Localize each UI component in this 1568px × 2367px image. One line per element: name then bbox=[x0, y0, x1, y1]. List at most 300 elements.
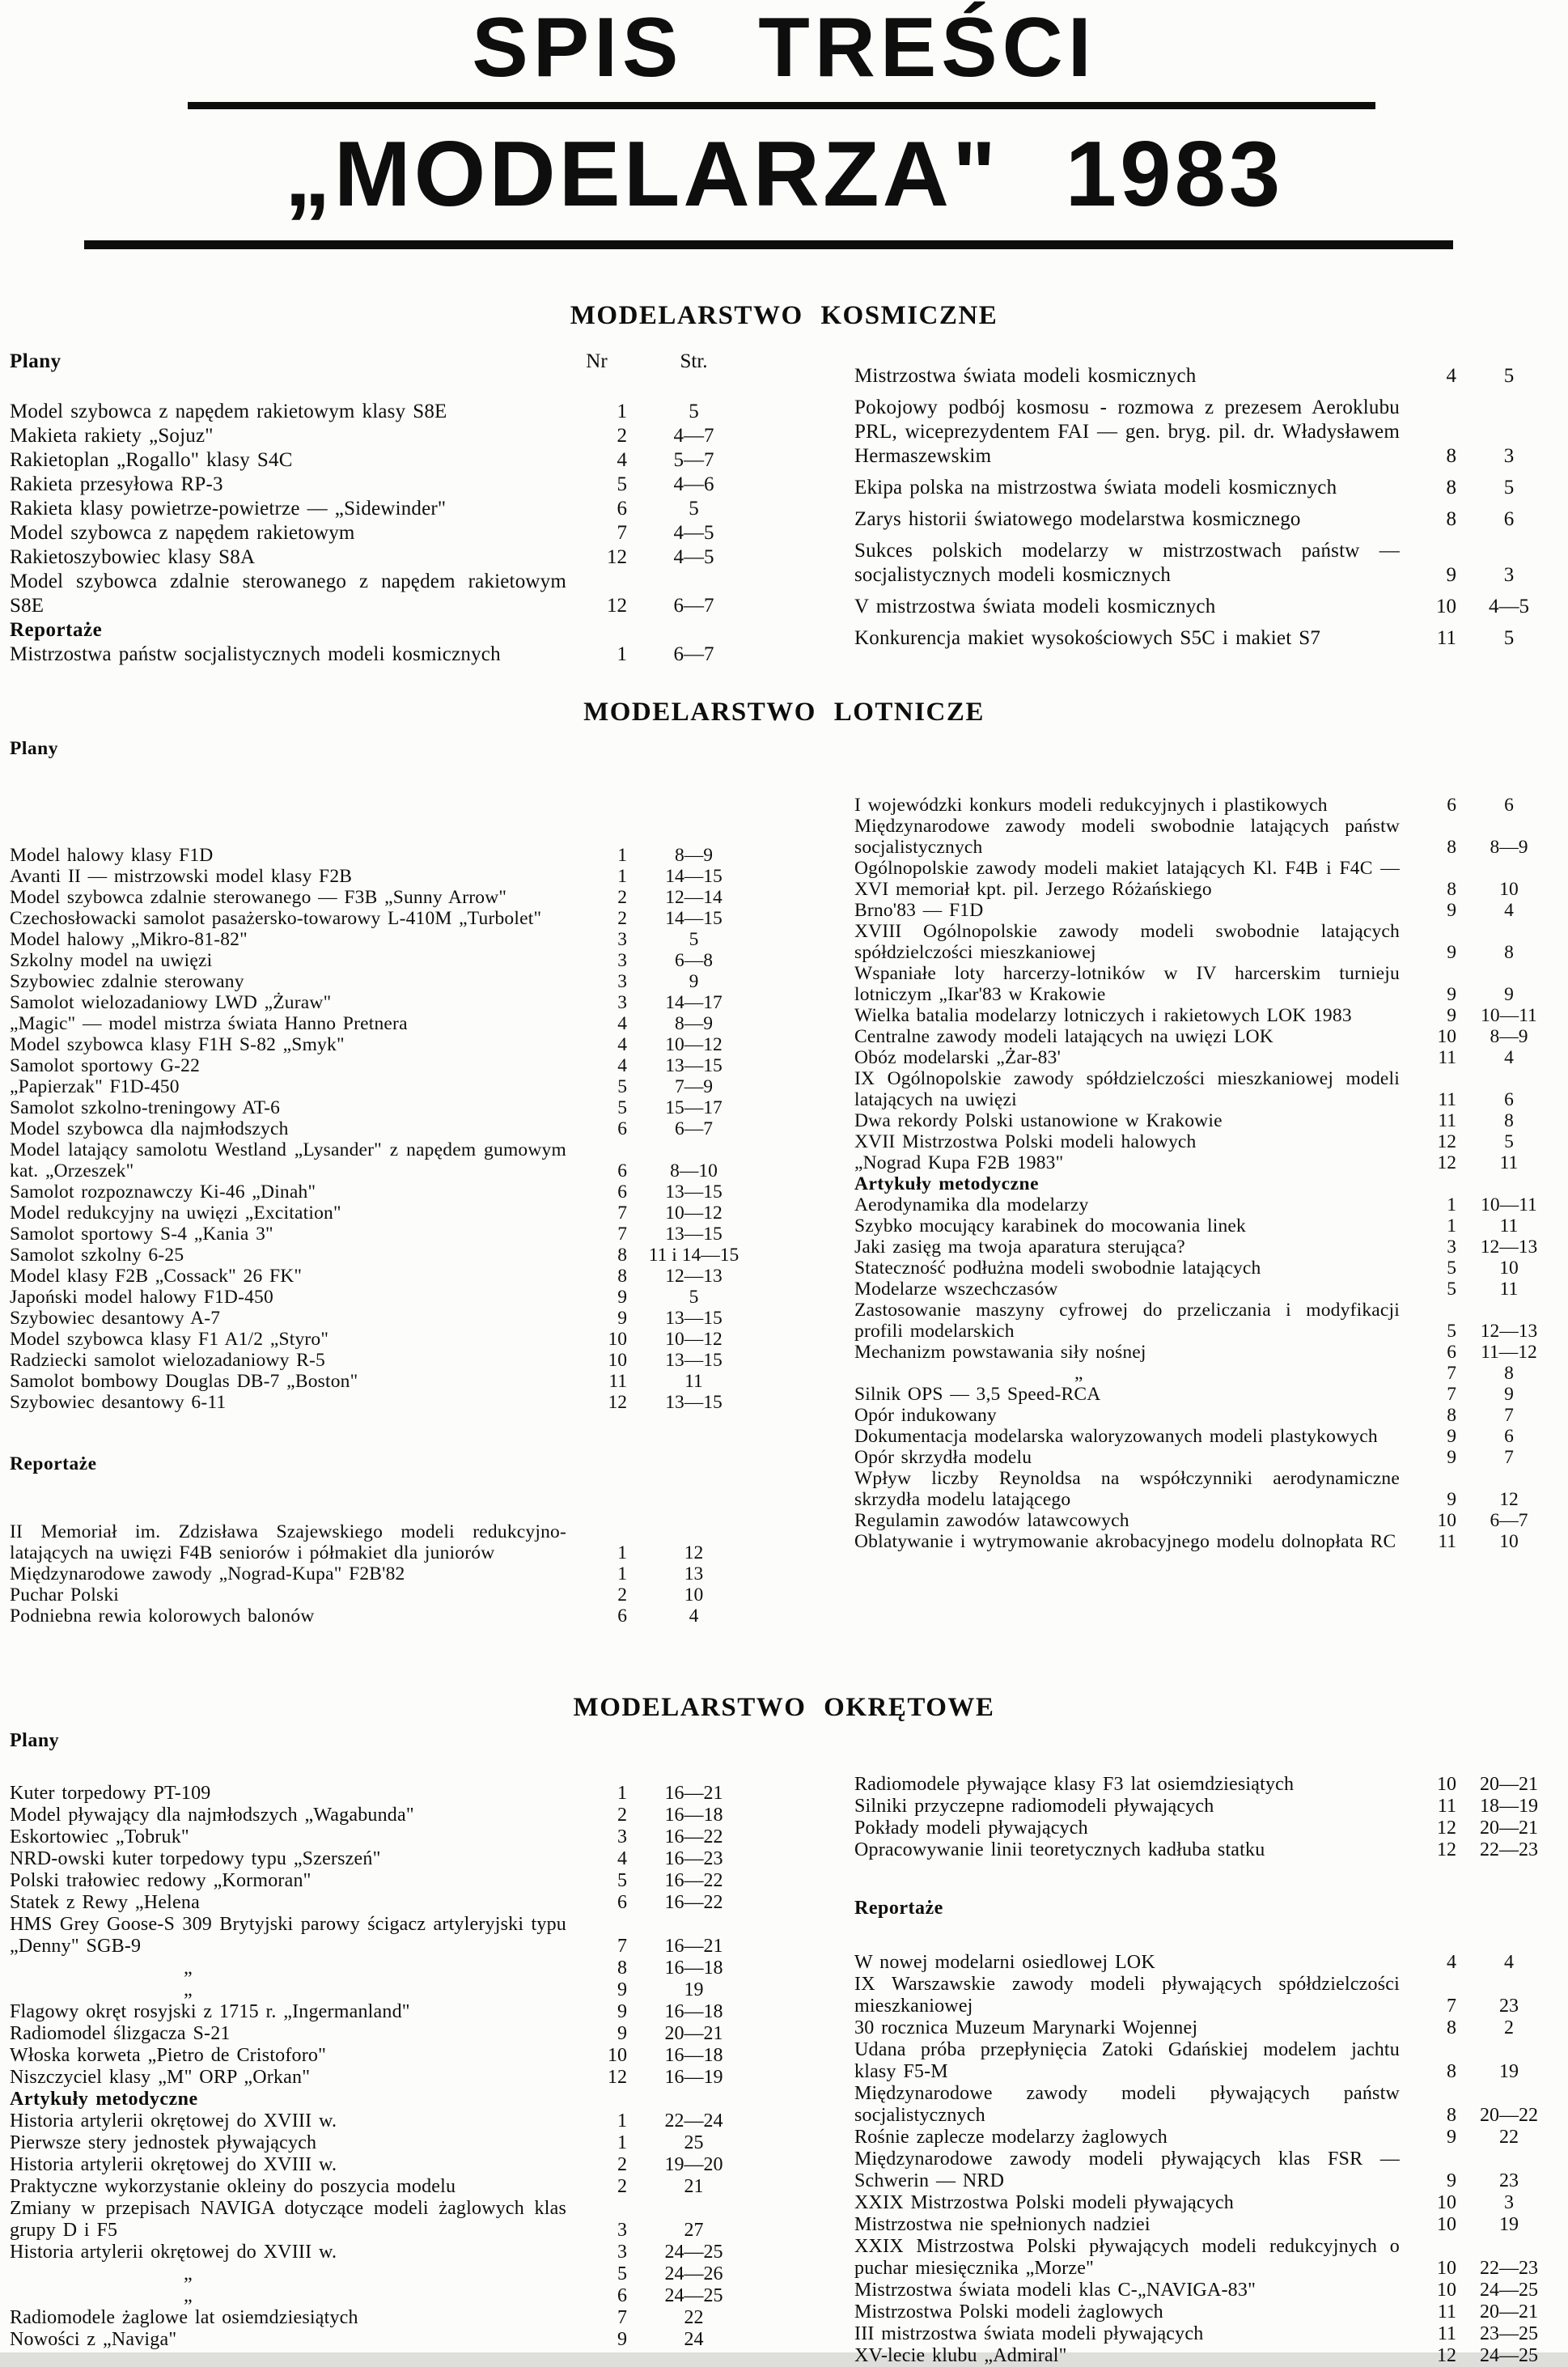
toc-row bbox=[10, 1521, 761, 1563]
entry-title: Samolot wielozadaniowy LWD „Żuraw" bbox=[10, 992, 332, 1013]
entry-issue-number: 12 bbox=[607, 546, 627, 568]
group-heading: Artykuły metodyczne bbox=[10, 2089, 198, 2110]
entry-title: Eskortowiec „Tobruk" bbox=[10, 1826, 189, 1847]
entry-title: Polski trałowiec redowy „Kormoran" bbox=[10, 1870, 311, 1891]
entry-issue-number: 10 bbox=[608, 2045, 627, 2066]
entry-page-range: 15—17 bbox=[665, 1097, 723, 1118]
entry-title: Ekipa polska na mistrzostwa świata modeli kosmicznych bbox=[854, 477, 1337, 498]
toc-row bbox=[854, 1152, 1562, 1173]
entry-issue-number: 12 bbox=[608, 1392, 627, 1413]
entry-issue-number: 4 bbox=[617, 1034, 627, 1055]
entry-page-range: 11 bbox=[684, 1371, 703, 1392]
entry-page-range: 10—12 bbox=[665, 1329, 723, 1350]
entry-issue-number: 11 bbox=[1438, 1047, 1456, 1068]
toc-row bbox=[10, 1118, 761, 1139]
entry-page-range: 7 bbox=[1504, 1405, 1514, 1426]
entry-page-range: 5—7 bbox=[673, 449, 714, 471]
toc-row bbox=[10, 2001, 761, 2023]
toc-row bbox=[854, 1215, 1562, 1237]
entry-page-range: 16—23 bbox=[664, 1848, 723, 1869]
entry-issue-number: 3 bbox=[617, 2242, 627, 2263]
entry-issue-number: 9 bbox=[1446, 564, 1456, 586]
toc-row bbox=[854, 1818, 1562, 1839]
toc-row bbox=[854, 858, 1562, 900]
entry-title: Puchar Polski bbox=[10, 1584, 120, 1606]
entry-title: XXIX Mistrzostwa Polski modeli pływających bbox=[854, 2192, 1234, 2213]
entry-page-range: 8 bbox=[1504, 1363, 1514, 1384]
entry-issue-number: 1 bbox=[1447, 1215, 1456, 1237]
entry-issue-number: 6 bbox=[617, 2285, 627, 2306]
toc-row bbox=[854, 1237, 1562, 1258]
toc-row bbox=[10, 992, 761, 1013]
entry-page-range: 10—12 bbox=[665, 1203, 723, 1224]
entry-page-range: 13—15 bbox=[665, 1181, 723, 1203]
entry-page-range: 14—17 bbox=[665, 992, 723, 1013]
entry-issue-number: 1 bbox=[617, 2110, 627, 2132]
entry-page-range: 24—26 bbox=[664, 2263, 723, 2284]
entry-title: Samolot sportowy S-4 „Kania 3" bbox=[10, 1224, 273, 1245]
toc-row bbox=[854, 2149, 1562, 2192]
entry-page-range: 22—24 bbox=[664, 2110, 723, 2132]
group-heading: Plany bbox=[10, 1730, 60, 1751]
horizontal-rule bbox=[188, 102, 1375, 109]
entry-title: HMS Grey Goose-S 309 Brytyjski parowy ścigacz artyleryjski typu „Denny" SGB-9 bbox=[10, 1914, 566, 1957]
entry-title: Pierwsze stery jednostek pływających bbox=[10, 2132, 317, 2153]
toc-row bbox=[10, 929, 761, 950]
entry-page-range: 9 bbox=[689, 971, 699, 992]
entry-title: XVII Mistrzostwa Polski modeli halowych bbox=[854, 1131, 1197, 1152]
group-heading: Reportaże bbox=[10, 1453, 97, 1474]
page-subtitle: „MODELARZA" 1983 bbox=[284, 123, 1284, 226]
entry-issue-number: 5 bbox=[1447, 1279, 1456, 1300]
entry-issue-number: 6 bbox=[617, 1160, 627, 1181]
entry-issue-number: 5 bbox=[617, 1870, 627, 1891]
entry-title: Silniki przyczepne radiomodeli pływających bbox=[854, 1796, 1214, 1817]
entry-title: Wpływ liczby Reynoldsa na współczynniki aerodynamiczne skrzydła modelu latającego bbox=[854, 1468, 1400, 1510]
entry-issue-number: 2 bbox=[617, 1805, 627, 1826]
toc-row bbox=[854, 795, 1562, 816]
entry-page-range: 25 bbox=[684, 2132, 704, 2153]
toc-row bbox=[10, 1870, 761, 1892]
toc-row bbox=[854, 1405, 1562, 1426]
toc-column-left bbox=[10, 738, 761, 1627]
entry-issue-number: 7 bbox=[617, 1224, 627, 1245]
entry-issue-number: 12 bbox=[608, 2067, 627, 2088]
entry-issue-number: 10 bbox=[1437, 1774, 1456, 1795]
entry-title: Pokojowy podbój kosmosu - rozmowa z prezesem Aeroklubu PRL, wiceprezydentem FAI — gen. bryg. pil. dr. Władysławem Hermaszewskim bbox=[854, 397, 1400, 467]
entry-title: Samolot sportowy G-22 bbox=[10, 1055, 201, 1076]
entry-page-range: 5 bbox=[689, 1287, 699, 1308]
toc-row bbox=[854, 1363, 1562, 1384]
toc-row bbox=[854, 1194, 1562, 1215]
toc-row bbox=[10, 1805, 761, 1826]
entry-page-range: 4—6 bbox=[673, 473, 714, 495]
entry-page-range: 12—14 bbox=[665, 887, 723, 908]
entry-issue-number: 3 bbox=[617, 992, 627, 1013]
entry-issue-number: 8 bbox=[1446, 508, 1456, 530]
toc-row bbox=[854, 2017, 1562, 2039]
entry-issue-number: 8 bbox=[1447, 1405, 1456, 1426]
toc-row bbox=[10, 1013, 761, 1034]
entry-title: II Memoriał im. Zdzisława Szajewskiego modeli redukcyjno-latających na uwięzi F4B seniorów i półmakiet dla juniorów bbox=[10, 1521, 566, 1563]
toc-row bbox=[10, 1584, 761, 1606]
entry-issue-number: 4 bbox=[617, 449, 627, 471]
entry-issue-number: 11 bbox=[1438, 1531, 1456, 1552]
entry-issue-number: 9 bbox=[617, 2023, 627, 2044]
entry-issue-number: 11 bbox=[1437, 2301, 1456, 2322]
entry-issue-number: 7 bbox=[1447, 1996, 1456, 2017]
entry-issue-number: 8 bbox=[1446, 477, 1456, 498]
entry-page-range: 19 bbox=[1499, 2061, 1519, 2082]
entry-title: Dwa rekordy Polski ustanowione w Krakowie bbox=[854, 1110, 1223, 1131]
toc-row bbox=[10, 643, 761, 667]
entry-issue-number: 10 bbox=[1437, 1510, 1456, 1531]
toc-row bbox=[854, 2323, 1562, 2345]
toc-row bbox=[10, 1392, 761, 1413]
entry-title: Opór skrzydła modelu bbox=[854, 1447, 1032, 1468]
toc-row bbox=[10, 1097, 761, 1118]
entry-issue-number: 3 bbox=[617, 971, 627, 992]
toc-row bbox=[10, 473, 761, 497]
entry-issue-number: 1 bbox=[617, 1783, 627, 1804]
entry-title: Radiomodele pływające klasy F3 lat osiemdziesiątych bbox=[854, 1774, 1295, 1795]
entry-title: Niszczyciel klasy „M" ORP „Orkan" bbox=[10, 2067, 311, 2088]
entry-page-range: 13—15 bbox=[665, 1392, 723, 1413]
entry-page-range: 16—18 bbox=[664, 1805, 723, 1826]
entry-issue-number: 1 bbox=[617, 1563, 627, 1584]
entry-title: Silnik OPS — 3,5 Speed-RCA bbox=[854, 1384, 1101, 1405]
entry-title: XVIII Ogólnopolskie zawody modeli swobodnie latających spółdzielczości mieszkaniowej bbox=[854, 921, 1400, 963]
entry-title: Ogólnopolskie zawody modeli makiet latających Kl. F4B i F4C — XVI memoriał kpt. pil. Jerzego Różańskiego bbox=[854, 858, 1400, 900]
entry-page-range: 11 bbox=[1499, 1215, 1519, 1237]
entry-issue-number: 4 bbox=[1447, 1952, 1456, 1973]
entry-issue-number: 8 bbox=[1447, 2017, 1456, 2038]
entry-page-range: 6—7 bbox=[675, 1118, 713, 1139]
entry-title: Samolot szkolno-treningowy AT-6 bbox=[10, 1097, 281, 1118]
entry-page-range: 7 bbox=[1504, 1447, 1514, 1468]
toc-row bbox=[10, 2154, 761, 2176]
entry-issue-number: 7 bbox=[1447, 1363, 1456, 1384]
entry-issue-number: 1 bbox=[617, 643, 627, 665]
entry-page-range: 9 bbox=[1504, 984, 1514, 1005]
toc-row bbox=[10, 1245, 761, 1266]
entry-issue-number: 6 bbox=[617, 1181, 627, 1203]
entry-title: Model szybowca zdalnie sterowanego z napędem rakietowym S8E bbox=[10, 571, 566, 617]
entry-issue-number: 9 bbox=[1447, 984, 1456, 1005]
group-heading-row bbox=[10, 1453, 761, 1474]
entry-issue-number: 11 bbox=[1437, 1796, 1456, 1817]
toc-row bbox=[854, 539, 1562, 588]
toc-row bbox=[10, 2045, 761, 2067]
entry-page-range: 13—15 bbox=[665, 1350, 723, 1371]
toc-row bbox=[854, 816, 1562, 858]
entry-page-range: 23 bbox=[1499, 2170, 1519, 2191]
entry-page-range: 20—21 bbox=[1480, 2301, 1538, 2322]
entry-page-range: 24 bbox=[684, 2329, 704, 2350]
toc-column-right bbox=[854, 364, 1562, 658]
entry-issue-number: 9 bbox=[617, 1287, 627, 1308]
entry-issue-number: 3 bbox=[617, 950, 627, 971]
entry-page-range: 2 bbox=[1504, 2017, 1514, 2038]
entry-issue-number: 5 bbox=[1447, 1258, 1456, 1279]
entry-page-range: 16—18 bbox=[664, 2045, 723, 2066]
entry-page-range: 5 bbox=[689, 498, 699, 520]
toc-row bbox=[854, 2192, 1562, 2214]
toc-row bbox=[10, 1892, 761, 1914]
entry-issue-number: 2 bbox=[617, 425, 627, 447]
toc-row bbox=[10, 1203, 761, 1224]
entry-page-range: 22—23 bbox=[1480, 2258, 1538, 2279]
toc-column-left bbox=[10, 350, 761, 667]
entry-page-range: 12 bbox=[684, 1542, 704, 1563]
entry-page-range: 24—25 bbox=[1480, 2280, 1538, 2301]
ditto-mark: „ bbox=[184, 2285, 193, 2306]
entry-title: Konkurencja makiet wysokościowych S5C i makiet S7 bbox=[854, 627, 1321, 649]
entry-issue-number: 11 bbox=[1437, 2323, 1456, 2344]
entry-page-range: 4—7 bbox=[673, 425, 714, 447]
entry-page-range: 16—18 bbox=[664, 2001, 723, 2022]
toc-row bbox=[854, 1026, 1562, 1047]
entry-page-range: 27 bbox=[684, 2220, 704, 2241]
entry-page-range: 6—7 bbox=[1490, 1510, 1528, 1531]
entry-page-range: 24—25 bbox=[664, 2242, 723, 2263]
entry-page-range: 10—12 bbox=[665, 1034, 723, 1055]
entry-page-range: 8—9 bbox=[675, 845, 713, 866]
entry-issue-number: 7 bbox=[617, 1936, 627, 1957]
horizontal-rule bbox=[84, 240, 1453, 249]
toc-row bbox=[10, 1076, 761, 1097]
entry-page-range: 8—10 bbox=[670, 1160, 718, 1181]
entry-title: Centralne zawody modeli latających na uwięzi LOK bbox=[854, 1026, 1273, 1047]
entry-title: Samolot bombowy Douglas DB-7 „Boston" bbox=[10, 1371, 358, 1392]
entry-title: IX Warszawskie zawody modeli pływających spółdzielczości mieszkaniowej bbox=[854, 1974, 1400, 2017]
entry-issue-number: 8 bbox=[617, 1245, 627, 1266]
entry-page-range: 8 bbox=[1504, 942, 1514, 963]
entry-title: Model szybowca z napędem rakietowym bbox=[10, 522, 355, 544]
entry-issue-number: 1 bbox=[617, 401, 627, 422]
entry-issue-number: 7 bbox=[617, 1203, 627, 1224]
entry-title: Flagowy okręt rosyjski z 1715 r. „Ingermanland" bbox=[10, 2001, 410, 2022]
group-heading: Plany bbox=[10, 738, 58, 759]
entry-issue-number: 3 bbox=[617, 2220, 627, 2241]
entry-title: 30 rocznica Muzeum Marynarki Wojennej bbox=[854, 2017, 1198, 2038]
entry-issue-number: 12 bbox=[607, 595, 627, 617]
entry-title: XV-lecie klubu „Admiral" bbox=[854, 2345, 1067, 2366]
column-header-str: Str. bbox=[680, 350, 708, 372]
toc-row bbox=[854, 1005, 1562, 1026]
entry-issue-number: 9 bbox=[1447, 1447, 1456, 1468]
entry-title: XXIX Mistrzostwa Polski pływających modeli redukcyjnych o puchar miesięcznika „Morze" bbox=[854, 2236, 1400, 2279]
entry-page-range: 4 bbox=[689, 1606, 699, 1627]
entry-page-range: 16—19 bbox=[664, 2067, 723, 2088]
entry-issue-number: 8 bbox=[1447, 2105, 1456, 2126]
toc-row bbox=[10, 845, 761, 866]
toc-row bbox=[10, 1371, 761, 1392]
toc-row bbox=[10, 2176, 761, 2198]
entry-page-range: 10 bbox=[1499, 1531, 1519, 1552]
toc-row bbox=[10, 2242, 761, 2263]
toc-row bbox=[854, 626, 1562, 651]
toc-row bbox=[10, 1055, 761, 1076]
entry-page-range: 20—22 bbox=[1480, 2105, 1538, 2126]
entry-issue-number: 12 bbox=[1437, 2345, 1456, 2366]
entry-page-range: 20—21 bbox=[664, 2023, 723, 2044]
entry-page-range: 14—15 bbox=[665, 908, 723, 929]
entry-title: W nowej modelarni osiedlowej LOK bbox=[854, 1952, 1155, 1973]
entry-title: Sukces polskich modelarzy w mistrzostwach państw — socjalistycznych modeli kosmicznych bbox=[854, 540, 1400, 586]
group-heading-row bbox=[10, 618, 761, 643]
toc-row bbox=[10, 1350, 761, 1371]
entry-title: Statek z Rewy „Helena bbox=[10, 1892, 200, 1913]
entry-title: Podniebna rewia kolorowych balonów bbox=[10, 1606, 315, 1627]
entry-page-range: 4 bbox=[1504, 1952, 1514, 1973]
toc-row bbox=[10, 570, 761, 618]
group-heading: Reportaże bbox=[854, 1898, 943, 1919]
entry-title: Model szybowca klasy F1 A1/2 „Styro" bbox=[10, 1329, 329, 1350]
entry-title: I wojewódzki konkurs modeli redukcyjnych i plastikowych bbox=[854, 795, 1328, 816]
toc-row bbox=[854, 1110, 1562, 1131]
group-heading-row bbox=[10, 2089, 761, 2110]
toc-row bbox=[854, 1952, 1562, 1974]
entry-issue-number: 9 bbox=[1447, 2127, 1456, 2148]
toc-row bbox=[854, 2083, 1562, 2127]
entry-issue-number: 5 bbox=[617, 2263, 627, 2284]
entry-issue-number: 1 bbox=[1447, 1194, 1456, 1215]
entry-page-range: 13—15 bbox=[665, 1224, 723, 1245]
entry-issue-number: 10 bbox=[1437, 2280, 1456, 2301]
entry-issue-number: 9 bbox=[1447, 1489, 1456, 1510]
entry-page-range: 3 bbox=[1503, 445, 1515, 467]
entry-title: Model redukcyjny na uwięzi „Excitation" bbox=[10, 1203, 341, 1224]
entry-page-range: 10—11 bbox=[1481, 1194, 1537, 1215]
entry-issue-number: 8 bbox=[617, 1958, 627, 1979]
entry-issue-number: 4 bbox=[617, 1055, 627, 1076]
entry-page-range: 24—25 bbox=[664, 2285, 723, 2306]
entry-page-range: 5 bbox=[1503, 365, 1515, 387]
entry-page-range: 19 bbox=[1499, 2214, 1519, 2235]
entry-page-range: 23—25 bbox=[1480, 2323, 1538, 2344]
toc-row bbox=[854, 1279, 1562, 1300]
toc-row bbox=[854, 2214, 1562, 2236]
section-title: MODELARSTWO OKRĘTOWE bbox=[573, 1693, 995, 1722]
entry-issue-number: 2 bbox=[617, 908, 627, 929]
entry-title: Model szybowca dla najmłodszych bbox=[10, 1118, 289, 1139]
entry-issue-number: 8 bbox=[1447, 2061, 1456, 2082]
toc-row bbox=[854, 1047, 1562, 1068]
entry-page-range: 4 bbox=[1504, 1047, 1514, 1068]
entry-page-range: 12—13 bbox=[1480, 1237, 1538, 1258]
entry-title: Nowości z „Naviga" bbox=[10, 2329, 177, 2350]
entry-title: Mistrzostwa Polski modeli żaglowych bbox=[854, 2301, 1163, 2322]
entry-title: Opracowywanie linii teoretycznych kadłuba statku bbox=[854, 1839, 1265, 1860]
entry-title: Radziecki samolot wielozadaniowy R-5 bbox=[10, 1350, 325, 1371]
entry-title: Model halowy „Mikro-81-82" bbox=[10, 929, 248, 950]
entry-title: Szybowiec desantowy A-7 bbox=[10, 1308, 221, 1329]
entry-title: Wielka batalia modelarzy lotniczych i rakietowych LOK 1983 bbox=[854, 1005, 1352, 1026]
entry-title: Międzynarodowe zawody modeli pływających klas FSR — Schwerin — NRD bbox=[854, 2149, 1400, 2191]
entry-page-range: 8 bbox=[1504, 1110, 1514, 1131]
ditto-mark: „ bbox=[1074, 1363, 1083, 1384]
entry-page-range: 11 bbox=[1499, 1152, 1519, 1173]
toc-row bbox=[854, 507, 1562, 532]
entry-page-range: 19 bbox=[684, 1979, 704, 2000]
toc-row bbox=[10, 400, 761, 424]
entry-title: Historia artylerii okrętowej do XVIII w. bbox=[10, 2242, 337, 2263]
entry-issue-number: 2 bbox=[617, 887, 627, 908]
entry-title: Historia artylerii okrętowej do XVIII w. bbox=[10, 2154, 337, 2175]
toc-row bbox=[10, 1034, 761, 1055]
entry-title: Dokumentacja modelarska waloryzowanych modeli plastykowych bbox=[854, 1426, 1378, 1447]
entry-issue-number: 10 bbox=[1437, 2214, 1456, 2235]
entry-title: Mechanizm powstawania siły nośnej bbox=[854, 1342, 1146, 1363]
entry-title: Mistrzostwa nie spełnionych nadziei bbox=[854, 2214, 1151, 2235]
entry-issue-number: 11 bbox=[608, 1371, 627, 1392]
toc-row bbox=[854, 476, 1562, 500]
entry-issue-number: 5 bbox=[617, 473, 627, 495]
toc-row bbox=[10, 950, 761, 971]
entry-page-range: 5 bbox=[1503, 477, 1515, 498]
entry-issue-number: 5 bbox=[1447, 1321, 1456, 1342]
toc-row bbox=[854, 1510, 1562, 1531]
toc-row bbox=[10, 1181, 761, 1203]
entry-issue-number: 12 bbox=[1437, 1131, 1456, 1152]
toc-row bbox=[10, 521, 761, 545]
toc-row bbox=[10, 971, 761, 992]
group-heading-row bbox=[854, 1898, 1562, 1919]
entry-issue-number: 5 bbox=[617, 1097, 627, 1118]
entry-title: Międzynarodowe zawody modeli pływających państw socjalistycznych bbox=[854, 2083, 1400, 2126]
entry-title: Jaki zasięg ma twoja aparatura sterująca? bbox=[854, 1237, 1185, 1258]
entry-title: Włoska korweta „Pietro de Cristoforo" bbox=[10, 2045, 327, 2066]
entry-title: Międzynarodowe zawody modeli swobodnie latających państw socjalistycznych bbox=[854, 816, 1400, 858]
entry-page-range: 12—13 bbox=[665, 1266, 723, 1287]
entry-title: Oblatywanie i wytrymowanie akrobacyjnego modelu dolnopłata RC bbox=[854, 1531, 1396, 1552]
entry-title: Model halowy klasy F1D bbox=[10, 845, 214, 866]
entry-issue-number: 2 bbox=[617, 2154, 627, 2175]
entry-title: Mistrzostwa państw socjalistycznych modeli kosmicznych bbox=[10, 643, 501, 665]
ditto-mark: „ bbox=[184, 1958, 193, 1979]
toc-row bbox=[10, 1826, 761, 1848]
group-heading-row bbox=[10, 350, 761, 374]
toc-row bbox=[10, 1563, 761, 1584]
toc-row bbox=[854, 921, 1562, 963]
toc-row bbox=[10, 1224, 761, 1245]
toc-row bbox=[854, 1974, 1562, 2017]
entry-page-range: 22 bbox=[684, 2307, 704, 2328]
entry-issue-number: 9 bbox=[1447, 942, 1456, 963]
entry-page-range: 9 bbox=[1504, 1384, 1514, 1405]
toc-column-left bbox=[10, 1730, 761, 2351]
entry-title: Regulamin zawodów latawcowych bbox=[854, 1510, 1129, 1531]
entry-page-range: 4—5 bbox=[1489, 596, 1529, 617]
entry-issue-number: 10 bbox=[1437, 1026, 1456, 1047]
entry-page-range: 6—7 bbox=[673, 595, 714, 617]
entry-issue-number: 11 bbox=[1436, 627, 1456, 649]
toc-row bbox=[854, 1531, 1562, 1552]
toc-row bbox=[10, 887, 761, 908]
toc-row bbox=[10, 2307, 761, 2329]
entry-title: Szkolny model na uwięzi bbox=[10, 950, 213, 971]
entry-title: Model szybowca klasy F1H S-82 „Smyk" bbox=[10, 1034, 345, 1055]
toc-row bbox=[854, 963, 1562, 1005]
entry-page-range: 11 i 14—15 bbox=[648, 1245, 740, 1266]
entry-title: Rakietoplan „Rogallo" klasy S4C bbox=[10, 449, 293, 471]
entry-title: Praktyczne wykorzystanie okleiny do poszycia modelu bbox=[10, 2176, 456, 2197]
entry-page-range: 8—9 bbox=[675, 1013, 713, 1034]
toc-row bbox=[10, 908, 761, 929]
entry-page-range: 4—5 bbox=[673, 522, 714, 544]
entry-title: III mistrzostwa świata modeli pływających bbox=[854, 2323, 1204, 2344]
